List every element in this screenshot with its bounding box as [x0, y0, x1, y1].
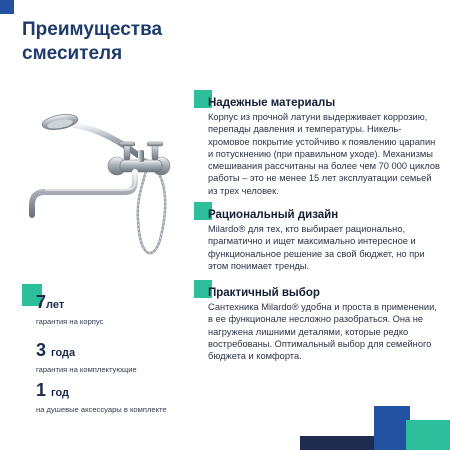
stat-components-warranty [36, 340, 206, 374]
feature-text: Корпус из прочной латуни выдерживает коррозию, перепады давления и температуры. Никель-хромовое покрытие устойчиво к появлению царапин и потускнению (при правильном уходе). Механизмы смешивания рассчитаны на более чем 70 000 циклов работы – это не менее 15 лет эксплуатации семьей из трех человек. [208, 112, 440, 196]
stat-number: 3 [36, 340, 47, 360]
feature-title: Рациональный дизайн [208, 209, 339, 221]
stat-description: на душевые аксессуары в комплекте [36, 405, 167, 414]
feature-text: Milardo® для тех, кто выбирает рационально, прагматично и ищет максимально интересное и функциональное решение за свой бюджет, но при этом понимает тренды. [208, 224, 425, 271]
feature-reliable-materials [200, 96, 440, 197]
stat-description: гарантия на корпус [36, 317, 104, 326]
stat-body-warranty [36, 292, 206, 326]
feature-rational-design [200, 208, 440, 272]
stat-number: 7 [36, 292, 47, 312]
page-title: Преимущества смесителя [22, 19, 163, 64]
stat-number: 1 [36, 380, 47, 400]
faucet-image [20, 100, 210, 270]
feature-title: Надежные материалы [208, 97, 336, 109]
stat-value [36, 292, 206, 315]
stat-value [36, 380, 206, 403]
stat-accessories-warranty [36, 380, 206, 414]
feature-practical-choice [200, 286, 440, 362]
stat-unit: года [51, 347, 76, 359]
stat-value [36, 340, 206, 363]
stat-unit: лет [46, 299, 65, 311]
corner-decoration [0, 0, 14, 14]
stat-unit: год [51, 387, 70, 399]
feature-title: Практичный выбор [208, 287, 320, 299]
decorative-bars [300, 400, 450, 450]
stat-description: гарантия на комплектующие [36, 365, 137, 374]
feature-text: Сантехника Milardo® удобна и проста в применении, в ее функционале несложно разобраться. Она не нагружена лишними деталями, которые редко востребованы. Оптимальный выбор для семейного бюджета и комфорта. [208, 302, 437, 362]
